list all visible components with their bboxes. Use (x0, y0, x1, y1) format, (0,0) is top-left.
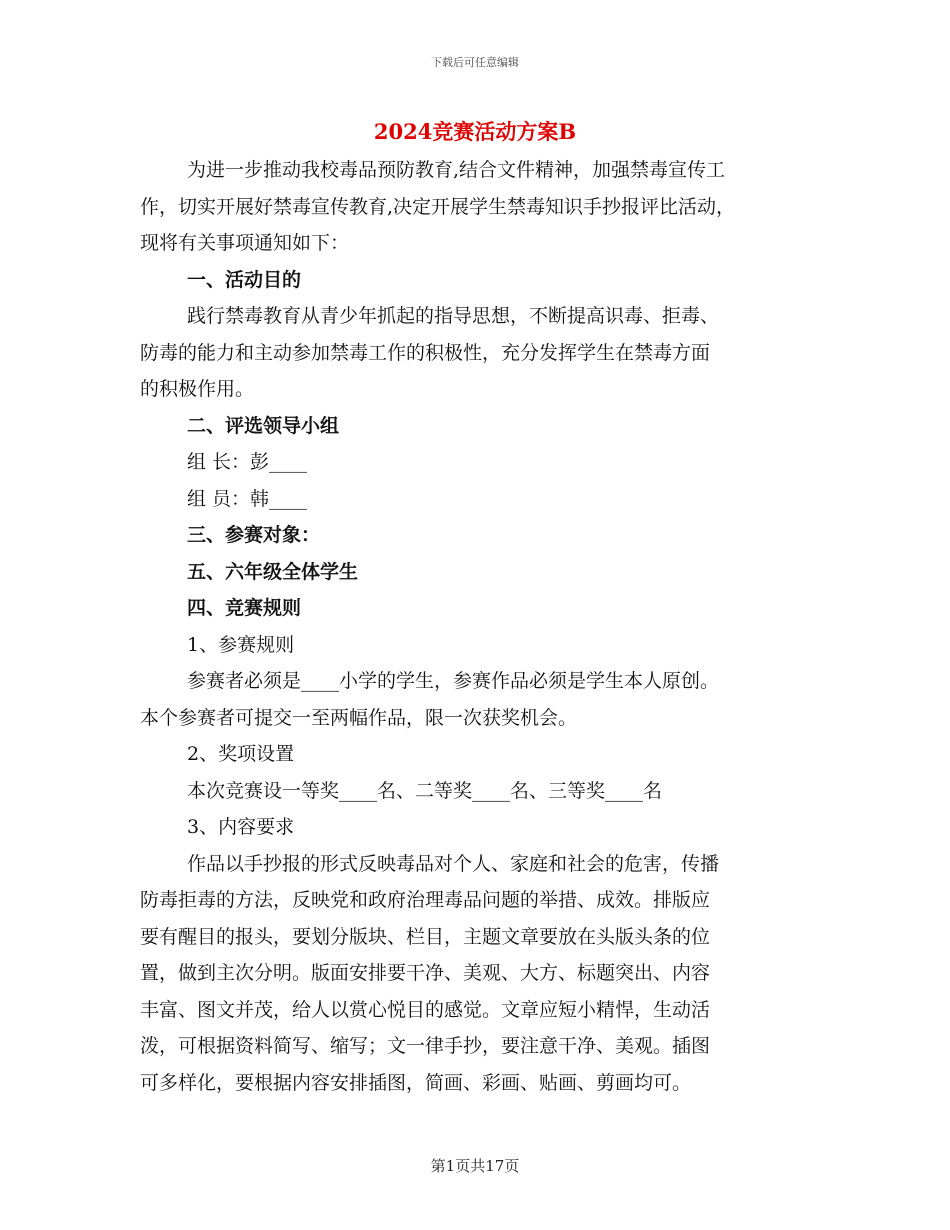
rule3-line: 可多样化，要根据内容安排插图，简画、彩画、贴画、剪画均可。 (140, 1071, 692, 1094)
section-heading-purpose: 一、活动目的 (187, 268, 302, 291)
committee-leader: 组 长：彭____ (187, 451, 308, 473)
header-note: 下载后可任意编辑 (431, 56, 519, 69)
intro-line: 现将有关事项通知如下： (140, 232, 350, 254)
rule2-text: 本次竞赛设一等奖____名、二等奖____名、三等奖____名 (187, 779, 663, 802)
rule1-line: 本个参赛者可提交一至两幅作品，限一次获奖机会。 (140, 706, 578, 729)
rule3-line: 置，做到主次分明。版面安排要干净、美观、大方、标题突出、内容 (140, 962, 711, 984)
rule3-line: 防毒拒毒的方法，反映党和政府治理毒品问题的举措、成效。排版应 (140, 889, 711, 911)
purpose-line: 的积极作用。 (140, 378, 255, 400)
rule3-line: 泼，可根据资料简写、缩写；文一律手抄，要注意干净、美观。插图 (140, 1035, 711, 1057)
participants-target: 五、六年级全体学生 (187, 560, 359, 583)
rule3-line: 作品以手抄报的形式反映毒品对个人、家庭和社会的危害，传播 (187, 852, 720, 875)
section-heading-rules: 四、竞赛规则 (187, 597, 302, 619)
purpose-line: 防毒的能力和主动参加禁毒工作的积极性，充分发挥学生在禁毒方面 (140, 341, 711, 364)
intro-line: 为进一步推动我校毒品预防教育,结合文件精神，加强禁毒宣传工 (187, 159, 726, 181)
committee-member: 组 员：韩____ (187, 487, 308, 510)
rule3-line: 丰富、图文并茂，给人以赏心悦目的感觉。文章应短小精悍，生动活 (140, 998, 711, 1021)
document-body (140, 152, 810, 1101)
section-heading-committee: 二、评选领导小组 (187, 414, 340, 437)
rule1-title: 1、参赛规则 (187, 633, 295, 656)
page-footer: 第1页共17页 (430, 1157, 520, 1175)
rule3-title: 3、内容要求 (187, 816, 295, 838)
rule2-title: 2、奖项设置 (187, 743, 295, 765)
purpose-line: 践行禁毒教育从青少年抓起的指导思想，不断提高识毒、拒毒、 (187, 305, 720, 327)
rule3-line: 要有醒目的报头，要划分版块、栏目，主题文章要放在头版头条的位 (140, 925, 711, 948)
document-title: 2024竞赛活动方案B (373, 119, 577, 144)
rule1-line: 参赛者必须是____小学的学生，参赛作品必须是学生本人原创。 (187, 670, 720, 692)
section-heading-participants: 三、参赛对象： (187, 524, 321, 546)
intro-line: 作，切实开展好禁毒宣传教育,决定开展学生禁毒知识手抄报评比活动， (140, 195, 736, 218)
